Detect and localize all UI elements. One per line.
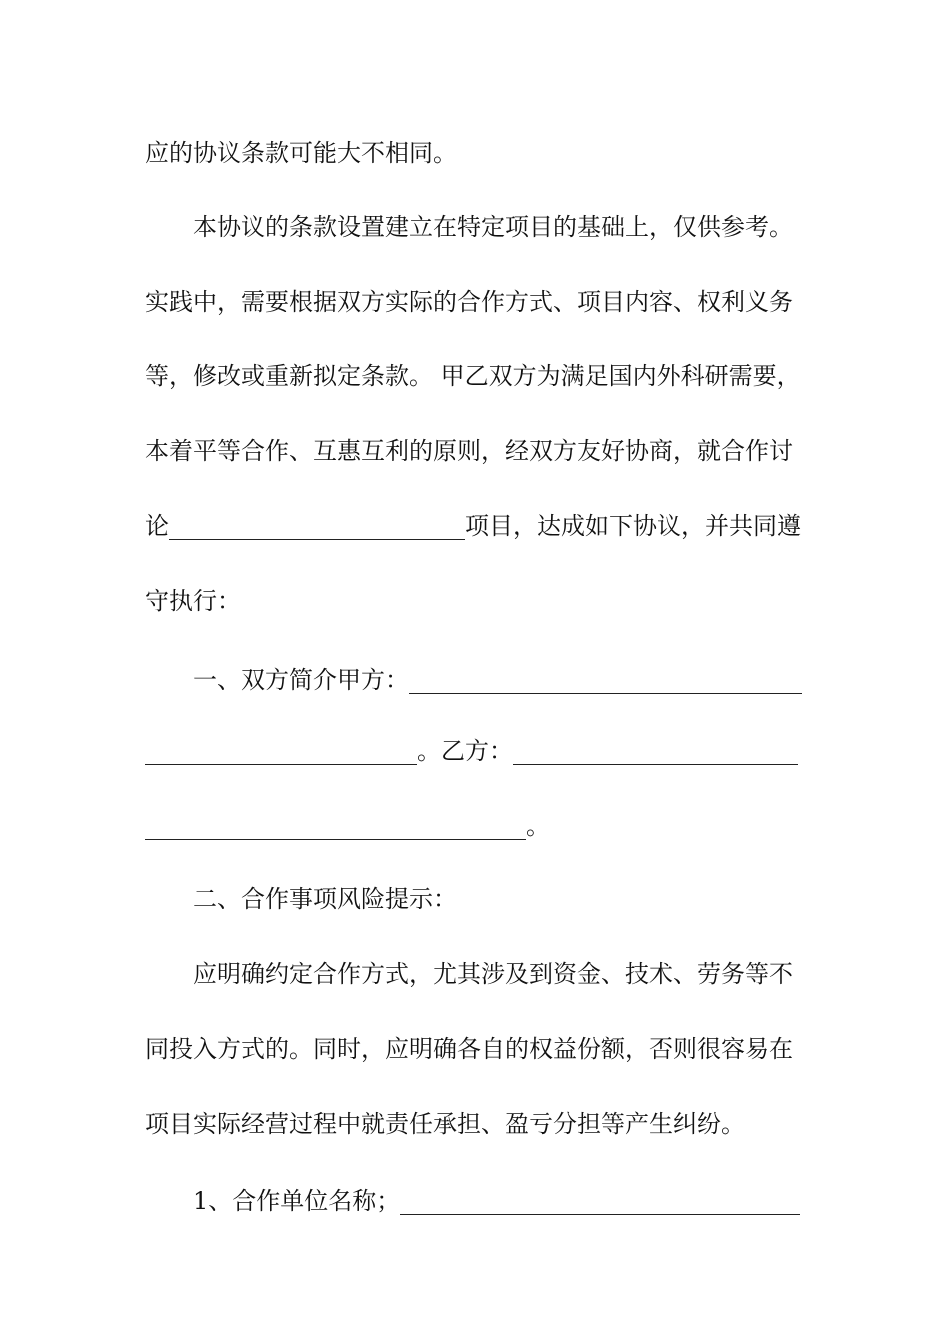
- party-a-blank-continued[interactable]: [145, 736, 417, 765]
- end-mark: 。: [526, 812, 550, 840]
- text-line: 实践中，需要根据双方实际的合作方式、项目内容、权利义务: [145, 288, 793, 316]
- text-line: 本协议的条款设置建立在特定项目的基础上，仅供参考。: [193, 213, 793, 241]
- section2-heading: 二、合作事项风险提示：: [193, 885, 457, 913]
- text-line: 应的协议条款可能大不相同。: [145, 139, 457, 167]
- item1-line: [193, 1181, 810, 1221]
- project-name-blank[interactable]: [169, 511, 465, 540]
- party-b-blank-continued[interactable]: [145, 811, 526, 840]
- text-line: 等，修改或重新拟定条款。 甲乙双方为满足国内外科研需要，: [145, 362, 801, 390]
- item1-label: 1、合作单位名称；: [193, 1187, 401, 1215]
- party-a-blank[interactable]: [409, 665, 802, 694]
- text-line: 本着平等合作、互惠互利的原则，经双方友好协商，就合作讨: [145, 437, 793, 465]
- text-line: 同投入方式的。同时，应明确各自的权益份额，否则很容易在: [145, 1035, 793, 1063]
- project-prefix: 论: [145, 512, 169, 540]
- section1-heading-line: [193, 660, 810, 700]
- partner-name-blank[interactable]: [400, 1186, 800, 1215]
- party-b-label: 。乙方：: [417, 737, 513, 765]
- section1-heading: 一、双方简介甲方：: [193, 666, 409, 694]
- project-line: [145, 506, 810, 546]
- party-b-line: [145, 731, 810, 771]
- party-b-blank[interactable]: [513, 736, 798, 765]
- text-line: 应明确约定合作方式，尤其涉及到资金、技术、劳务等不: [193, 960, 793, 988]
- text-line: 项目实际经营过程中就责任承担、盈亏分担等产生纠纷。: [145, 1110, 745, 1138]
- text-line: 守执行：: [145, 587, 241, 615]
- project-suffix: 项目，达成如下协议，并共同遵: [465, 512, 801, 540]
- party-b-end-line: [145, 806, 810, 846]
